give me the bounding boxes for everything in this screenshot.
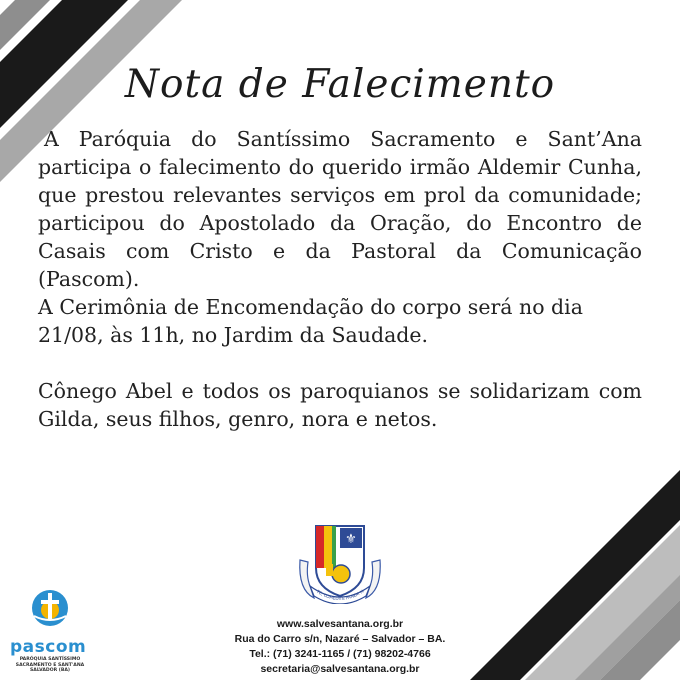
- paragraph-solidarity: Cônego Abel e todos os paroquianos se solidarizam com Gilda, seus filhos, genro, nora e netos.: [38, 379, 642, 431]
- pascom-logo-mark: [6, 588, 94, 638]
- parish-crest: [296, 520, 384, 604]
- pascom-wordmark: pascom: [10, 637, 87, 657]
- phone-text: Tel.: (71) 3241-1165 / (71) 98202-4766: [249, 648, 431, 660]
- cross-icon: [48, 593, 52, 619]
- pascom-subtitle: PARÓQUIA SANTÍSSIMO SACRAMENTO E SANT'ANA SALVADOR (BA): [15, 657, 85, 673]
- chalice-host-icon: [332, 565, 350, 583]
- page-title: Nota de Falecimento: [124, 62, 556, 107]
- paragraph-announcement: A Paróquia do Santíssimo Sacramento e Sant’Ana participa o falecimento do querido irmão Aldemir Cunha, que prestou relevantes serviços em prol da comunidade; participou do Apostolado da Oração, do Encontro de Casais com Cristo e da Pastoral da Comunicação (Pascom).: [38, 127, 642, 291]
- address-text: Rua do Carro s/n, Nazaré – Salvador – BA.: [234, 633, 446, 645]
- contact-block: [200, 617, 480, 677]
- paragraph-ceremony: A Cerimônia de Encomendação do corpo será no dia 21/08, às 11h, no Jardim da Saudade.: [38, 295, 583, 347]
- email-link[interactable]: secretaria@salvesantana.org.br: [260, 663, 420, 675]
- fleur-de-lis-icon: ⚜: [345, 532, 357, 547]
- crest-motto: TE, COMEDITE PANEM M: [315, 588, 365, 602]
- website-link[interactable]: www.salvesantana.org.br: [276, 618, 404, 630]
- crest-ribbon-left: [300, 560, 314, 598]
- crest-ribbon-right: [366, 560, 380, 598]
- condolence-text: [38, 125, 642, 433]
